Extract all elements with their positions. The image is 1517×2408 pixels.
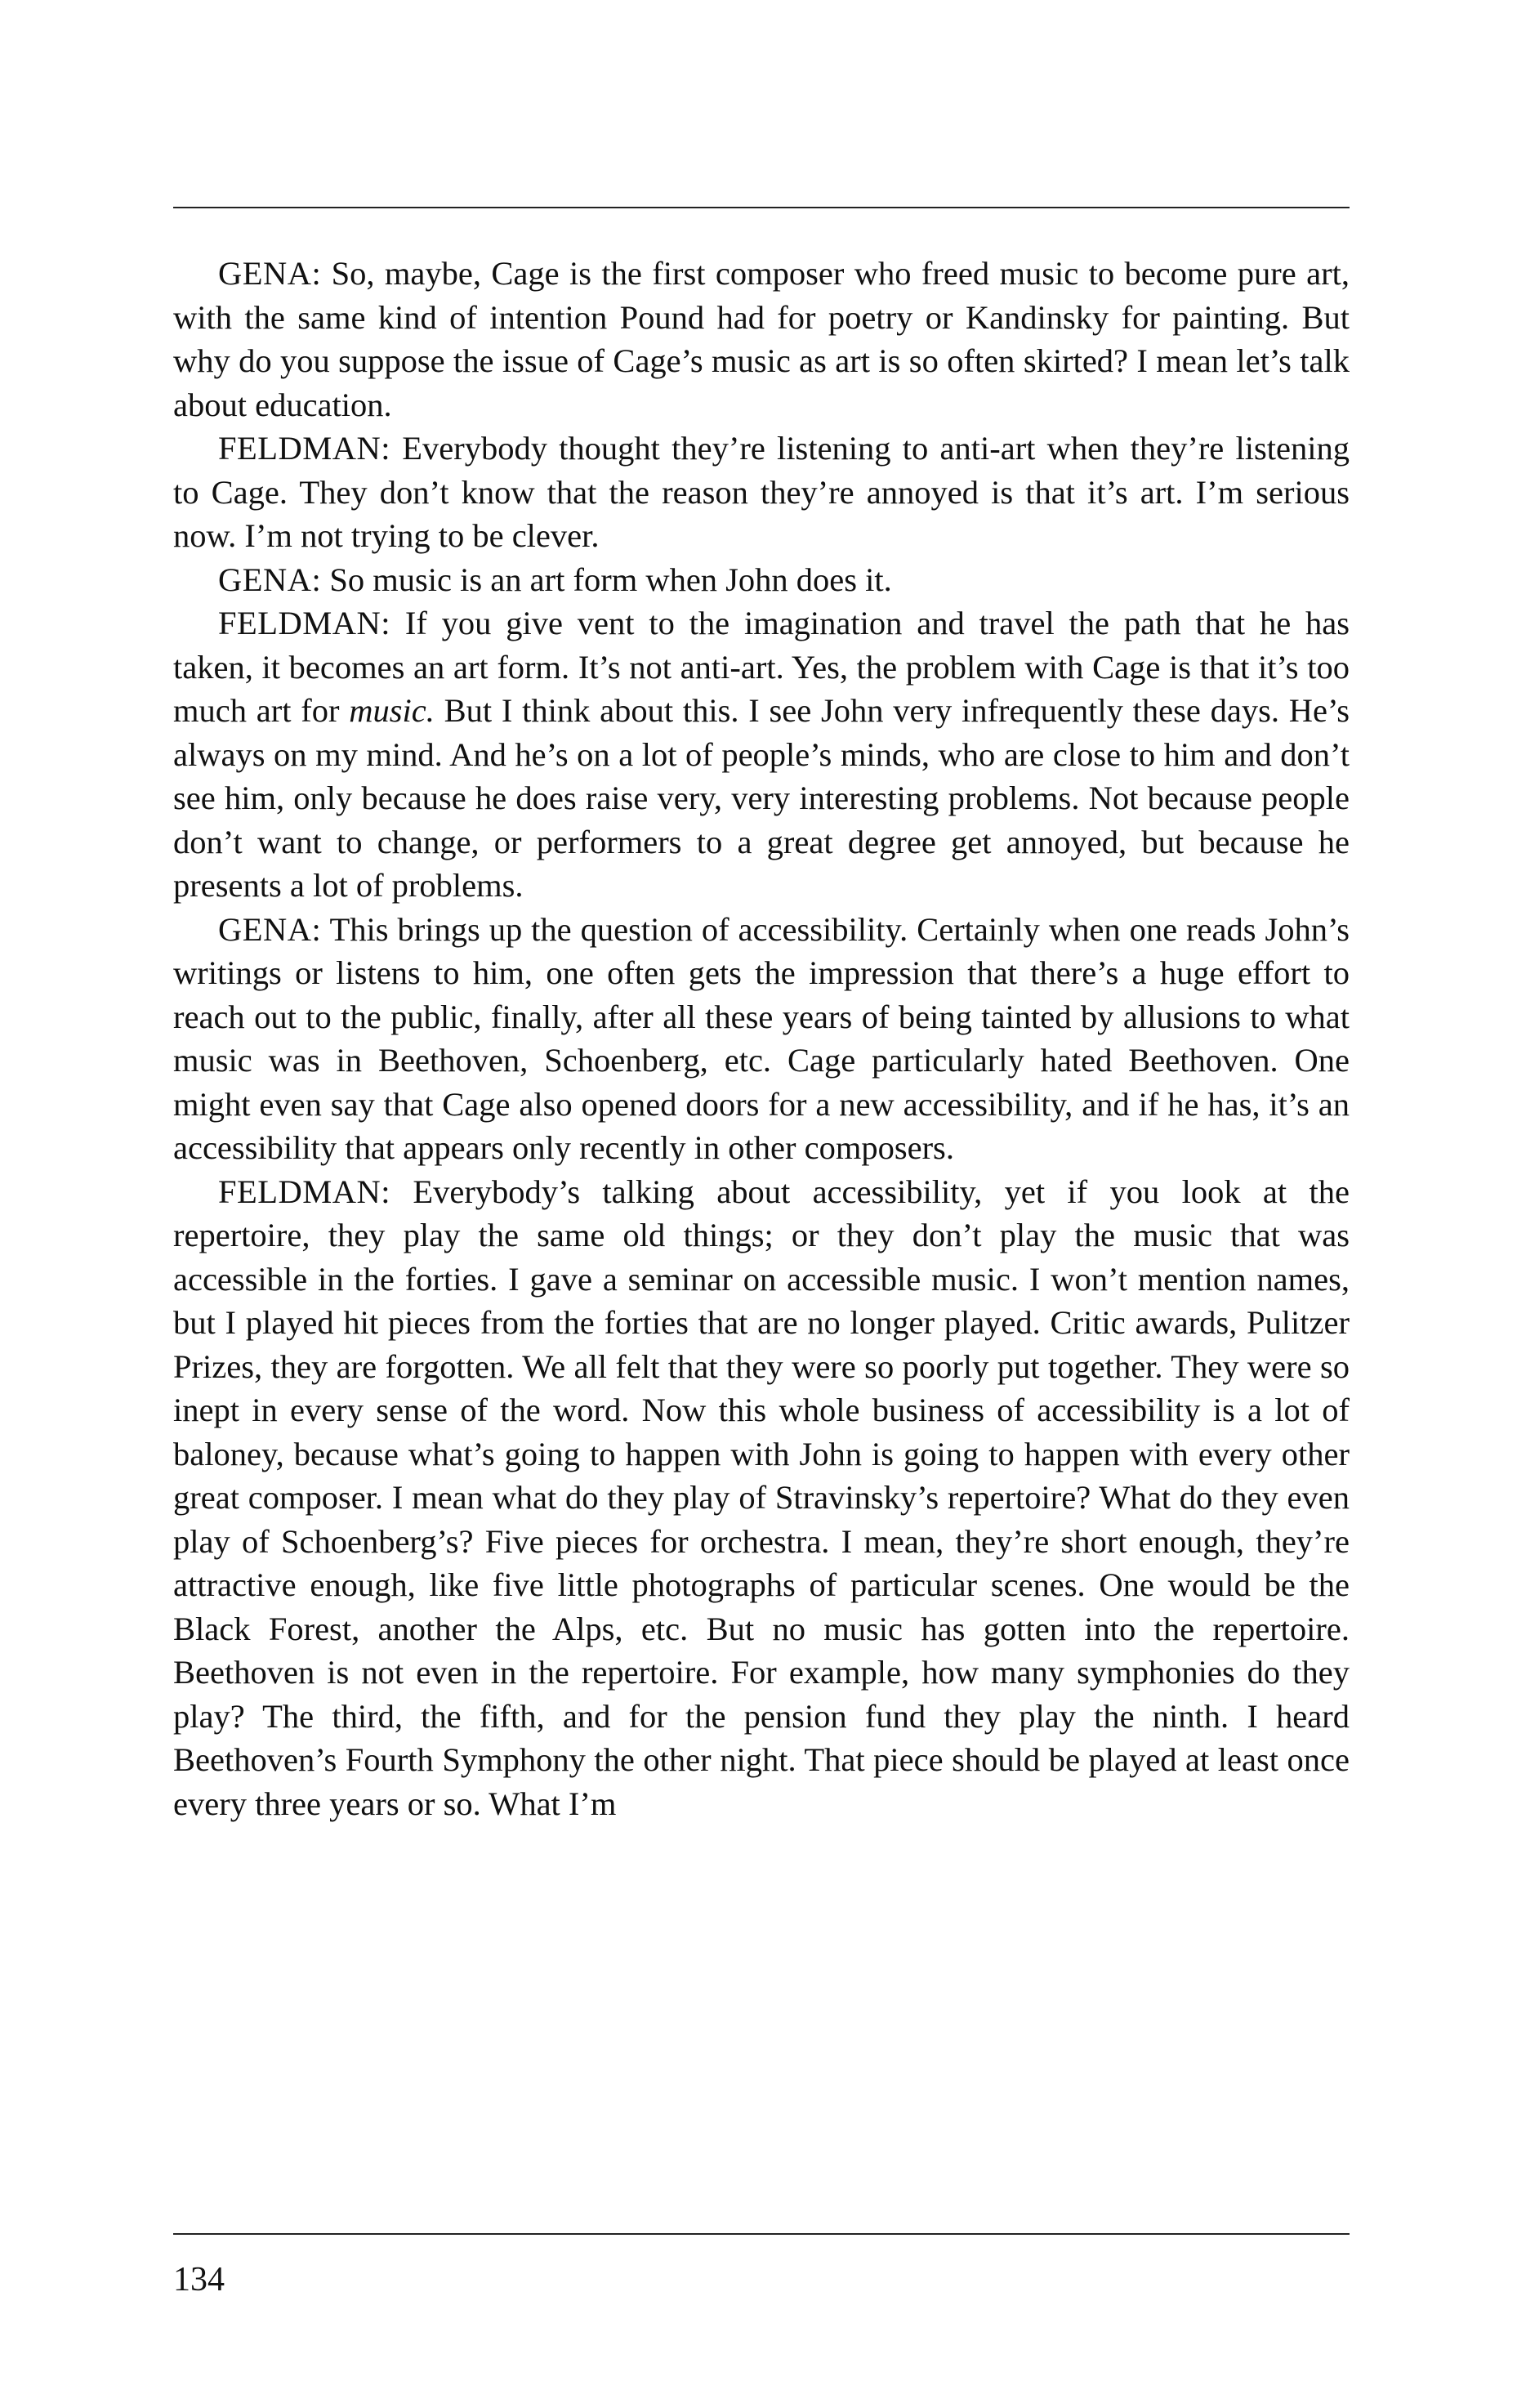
paragraph-feldman-1	[173, 427, 1350, 558]
speaker-label: FELDMAN:	[218, 430, 391, 467]
paragraph-text: This brings up the question of accessibility. Certainly when one reads John’s writings or listens to him, one often gets the impression that there’s a huge effort to reach out to the public, finally, after all these years of being tainted by allusions to what music was in Beethoven, Schoenberg, etc. Cage particularly hated Beethoven. One might even say that Cage also opened doors for a new accessibility, and if he has, it’s an accessibility that appears only recently in other composers.	[173, 910, 1350, 1166]
paragraph-text: So music is an art form when John does it.	[329, 561, 892, 598]
speaker-label: GENA:	[218, 561, 322, 598]
speaker-label: GENA:	[218, 255, 322, 292]
paragraph-text: If you give vent to the imagination and travel the path that he has taken, it becomes an art form. It’s not anti-art. Yes, the problem with Cage is that it’s too much art for	[173, 605, 1350, 729]
page-number: 134	[173, 2261, 225, 2299]
speaker-label: FELDMAN:	[218, 1173, 391, 1210]
bottom-rule	[173, 2233, 1350, 2235]
top-rule	[173, 207, 1350, 208]
paragraph-gena-3	[173, 908, 1350, 1170]
emphasized-word: music.	[349, 692, 435, 729]
speaker-label: GENA:	[218, 910, 322, 948]
paragraph-gena-1	[173, 252, 1350, 427]
paragraph-text: But I think about this. I see John very infrequently these days. He’s always on my mind. And he’s on a lot of people’s minds, who are close to him and don’t see him, only because he does raise very, very interesting problems. Not because people don’t want to change, or performers to a great degree get annoyed, but because he presents a lot of problems.	[173, 692, 1350, 904]
paragraph-feldman-2	[173, 601, 1350, 908]
paragraph-text: Everybody’s talking about accessibility, yet if you look at the repertoire, they play the same old things; or they don’t play the music that was accessible in the forties. I gave a seminar on accessible music. I won’t mention names, but I played hit pieces from the forties that are no longer played. Critic awards, Pulitzer Prizes, they are forgotten. We all felt that they were so poorly put together. They were so inept in every sense of the word. Now this whole business of accessibility is a lot of baloney, because what’s going to happen with John is going to happen with every other great composer. I mean what do they play of Stravinsky’s repertoire? What do they even play of Schoenberg’s? Five pieces for orchestra. I mean, they’re short enough, they’re attractive enough, like five little photographs of particular scenes. One would be the Black Forest, another the Alps, etc. But no music has gotten into the repertoire. Beethoven is not even in the repertoire. For example, how many symphonies do they play? The third, the fifth, and for the pension fund they play the ninth. I heard Beethoven’s Fourth Symphony the other night. That piece should be played at least once every three years or so. What I’m	[173, 1173, 1350, 1822]
paragraph-text: Everybody thought they’re listening to anti-art when they’re listening to Cage. They don’t know that the reason they’re annoyed is that it’s art. I’m serious now. I’m not trying to be clever.	[173, 430, 1350, 554]
paragraph-gena-2	[173, 558, 1350, 602]
paragraph-feldman-3	[173, 1170, 1350, 1826]
paragraph-text: So, maybe, Cage is the first composer who freed music to become pure art, with the same kind of intention Pound had for poetry or Kandinsky for painting. But why do you suppose the issue of Cage’s music as art is so often skirted? I mean let’s talk about education.	[173, 255, 1350, 423]
interview-text	[173, 252, 1350, 1825]
speaker-label: FELDMAN:	[218, 605, 391, 641]
